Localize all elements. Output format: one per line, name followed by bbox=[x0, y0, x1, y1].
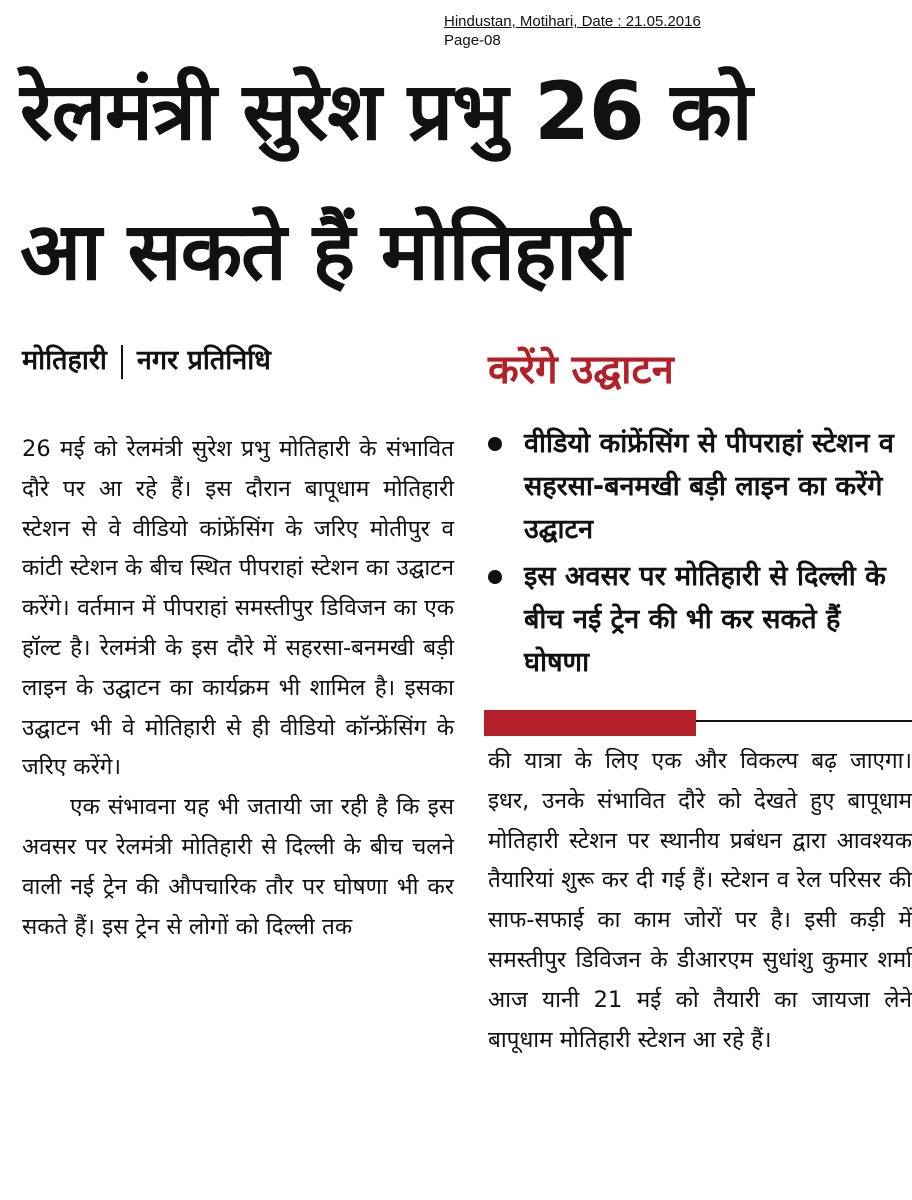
byline-place: मोतिहारी bbox=[22, 345, 107, 376]
bullet-icon bbox=[488, 437, 502, 451]
article-paragraph-2: एक संभावना यह भी जतायी जा रही है कि इस अवसर पर रेलमंत्री मोतिहारी से दिल्ली के बीच चलने वाली नई ट्रेन की औपचारिक तौर पर घोषणा भी कर सकते हैं। इस ट्रेन से लोगों को दिल्ली तक bbox=[22, 794, 454, 940]
byline bbox=[22, 340, 271, 379]
highlight-bullet-item bbox=[486, 555, 912, 684]
byline-reporter: नगर प्रतिनिधि bbox=[136, 345, 271, 376]
section-divider bbox=[484, 710, 912, 736]
divider-red-bar bbox=[484, 710, 696, 736]
highlight-bullet-text: वीडियो कांफ्रेंसिंग से पीपराहां स्टेशन व सहरसा-बनमखी बड़ी लाइन का करेंगे उद्घाटन bbox=[524, 428, 894, 545]
page-number-line: Page-08 bbox=[444, 32, 501, 49]
article-left-column bbox=[22, 430, 454, 947]
highlight-bullet-text: इस अवसर पर मोतिहारी से दिल्ली के बीच नई ट्रेन की भी कर सकते हैं घोषणा bbox=[524, 561, 886, 678]
bullet-icon bbox=[488, 570, 502, 584]
headline-line-1: रेलमंत्री सुरेश प्रभु 26 को bbox=[20, 65, 752, 158]
highlight-box-title: करेंगे उद्घाटन bbox=[488, 347, 674, 393]
source-date-line: Hindustan, Motihari, Date : 21.05.2016 bbox=[444, 13, 701, 30]
highlight-bullet-list bbox=[486, 422, 912, 688]
headline-line-2: आ सकते हैं मोतिहारी bbox=[20, 205, 629, 298]
byline-divider bbox=[121, 345, 123, 379]
article-right-column bbox=[488, 742, 912, 1060]
highlight-bullet-item bbox=[486, 422, 912, 551]
headline bbox=[20, 42, 910, 322]
divider-line bbox=[696, 720, 912, 722]
article-paragraph-3: की यात्रा के लिए एक और विकल्प बढ़ जाएगा। इधर, उनके संभावित दौरे को देखते हुए बापूधाम मोतिहारी स्टेशन पर स्थानीय प्रबंधन द्वारा आवश्यक तैयारियां शुरू कर दी गई हैं। स्टेशन व रेल परिसर की साफ-सफाई का काम जोरों पर है। इसी कड़ी में समस्तीपुर डिविजन के डीआरएम सुधांशु कुमार शर्मा आज यानी 21 मई को तैयारी का जायजा लेने बापूधाम मोतिहारी स्टेशन आ रहे हैं। bbox=[488, 748, 912, 1053]
article-paragraph-1: 26 मई को रेलमंत्री सुरेश प्रभु मोतिहारी के संभावित दौरे पर आ रहे हैं। इस दौरान बापूधाम मोतिहारी स्टेशन से वे वीडियो कांफ्रेंसिंग के जरिए मोतीपुर व कांटी स्टेशन के बीच स्थित पीपराहां स्टेशन का उद्घाटन करेंगे। वर्तमान में पीपराहां समस्तीपुर डिविजन का एक हॉल्ट है। रेलमंत्री के इस दौरे में सहरसा-बनमखी बड़ी लाइन के उद्घाटन का कार्यक्रम भी शामिल है। इसका उद्घाटन भी वे मोतिहारी से ही वीडियो कॉन्फ्रेंसिंग के जरिए करेंगे। bbox=[22, 436, 454, 781]
